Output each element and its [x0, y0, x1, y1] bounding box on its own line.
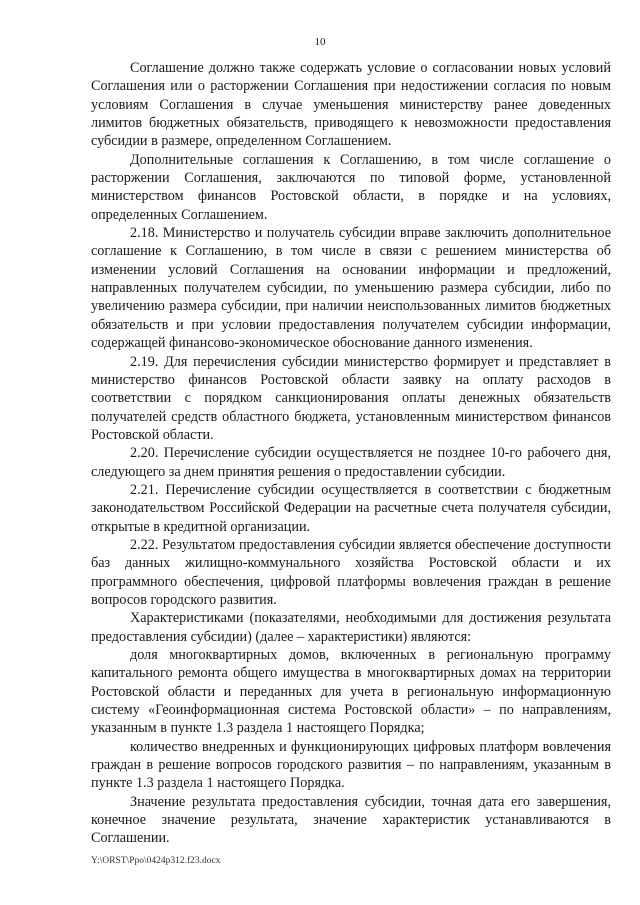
paragraph-characteristic-digital-platforms: количество внедренных и функционирующих цифровых платформ вовлечения граждан в решение вопросов городского развития – по направлениям, указанным в пункте 1.3 раздела 1 настоящего Порядка.: [91, 738, 611, 792]
paragraph-2-21: 2.21. Перечисление субсидии осуществляется в соответствии с бюджетным законодательством Российской Федерации на расчетные счета получателя субсидии, открытые в кредитной организации.: [91, 481, 611, 535]
page-number: 10: [314, 36, 326, 48]
paragraph-2-22: 2.22. Результатом предоставления субсидии является обеспечение доступности баз данных жилищно-коммунального хозяйства Ростовской области и их программного обеспечения, цифровой платформы вовлечения граждан в решение вопросов городского развития.: [91, 536, 611, 608]
paragraph-result-values: Значение результата предоставления субсидии, точная дата его завершения, конечное значение результата, значение характеристик устанавливаются в Соглашении.: [91, 793, 611, 847]
paragraph-characteristics-intro: Характеристиками (показателями, необходимыми для достижения результата предоставления субсидии) (далее – характеристики) являются:: [91, 610, 611, 645]
paragraph-characteristic-apartment-share: доля многоквартирных домов, включенных в региональную программу капитального ремонта общего имущества в многоквартирных домах на территории Ростовской области и переданных для учета в региональную информационную систему «Геоинформационная система Ростовской области» – по направлениям, указанным в пункте 1.3 раздела 1 настоящего Порядка;: [91, 647, 611, 737]
paragraph-agreement-conditions: Соглашение должно также содержать условие о согласовании новых условий Соглашения или о расторжении Соглашения при недостижении согласия по новым условиям Соглашения в случае уменьшения министерству ранее доведенных лимитов бюджетных обязательств, приводящего к невозможности предоставления субсидии в размере, определенном Соглашением.: [91, 60, 611, 150]
document-body: [91, 59, 611, 848]
paragraph-additional-agreements: Дополнительные соглашения к Соглашению, в том числе соглашение о расторжении Соглашения, заключаются по типовой форме, установленной министерством финансов Ростовской области, в порядке и на условиях, определенных Соглашением.: [91, 151, 611, 223]
paragraph-2-20: 2.20. Перечисление субсидии осуществляется не позднее 10-го рабочего дня, следующего за днем принятия решения о предоставлении субсидии.: [91, 445, 611, 480]
paragraph-2-18: 2.18. Министерство и получатель субсидии вправе заключить дополнительное соглашение к Соглашению, в том числе в связи с решением министерства об изменении условий Соглашения на основании информации и предложений, направленных получателем субсидии, по уменьшению размера субсидии, либо по увеличению размера субсидии, при наличии неиспользованных лимитов бюджетных обязательств и при условии предоставления получателем субсидии информации, содержащей финансово-экономическое обоснование данного изменения.: [91, 225, 611, 352]
paragraph-2-19: 2.19. Для перечисления субсидии министерство формирует и представляет в министерство финансов Ростовской области заявку на оплату расходов в соответствии с порядком санкционирования оплаты денежных обязательств получателей средств областного бюджета, установленным министерством финансов Ростовской области.: [91, 353, 611, 443]
footer-file-path: Y:\ORST\Ppo\0424p312.f23.docx: [91, 856, 221, 866]
